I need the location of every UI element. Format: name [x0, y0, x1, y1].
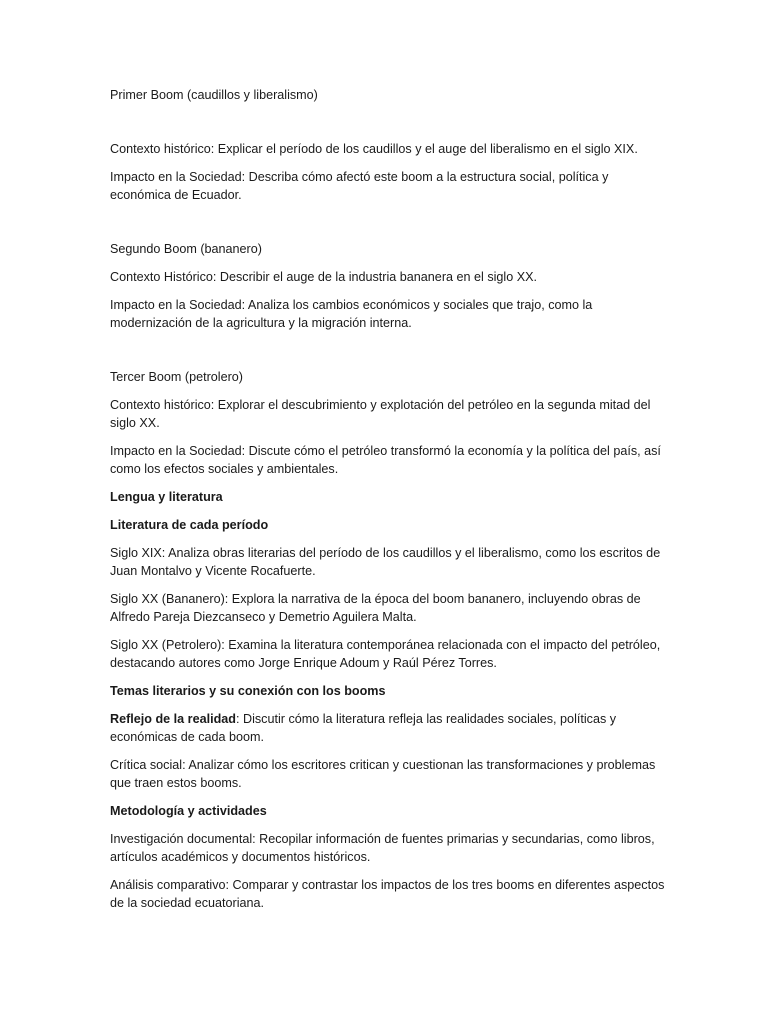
segundo-boom-title: Segundo Boom (bananero) [110, 242, 262, 256]
reflejo-text: : Discutir cómo la literatura refleja las realidades sociales, políticas y económicas de cada boom. [110, 712, 617, 744]
metodologia-item: Investigación documental: Recopilar información de fuentes primarias y secundarias, como libros, artículos académicos y documentos históricos. [110, 832, 655, 864]
primer-boom-contexto: Contexto histórico: Explicar el período de los caudillos y el auge del liberalismo en el siglo XIX. [110, 142, 638, 156]
tercer-boom-contexto: Contexto histórico: Explorar el descubrimiento y explotación del petróleo en la segunda mitad del siglo XX. [110, 398, 651, 430]
primer-boom-title: Primer Boom (caudillos y liberalismo) [110, 88, 318, 102]
tercer-boom-impacto: Impacto en la Sociedad: Discute cómo el petróleo transformó la economía y la política del país, así como los efectos sociales y ambientales. [110, 444, 661, 476]
segundo-boom-contexto: Contexto Histórico: Describir el auge de la industria bananera en el siglo XX. [110, 270, 538, 284]
literatura-subheading: Literatura de cada período [110, 518, 269, 532]
segundo-boom-impacto: Impacto en la Sociedad: Analiza los cambios económicos y sociales que trajo, como la modernización de la agricultura y la migración interna. [110, 298, 593, 330]
reflejo-label: Reflejo de la realidad [110, 712, 236, 726]
primer-boom-impacto: Impacto en la Sociedad: Describa cómo afectó este boom a la estructura social, política y económica de Ecuador. [110, 170, 609, 202]
tercer-boom-title: Tercer Boom (petrolero) [110, 370, 243, 384]
temas-heading: Temas literarios y su conexión con los booms [110, 684, 386, 698]
reflejo-paragraph [110, 710, 665, 746]
metodologia-item: Análisis comparativo: Comparar y contrastar los impactos de los tres booms en diferentes aspectos de la sociedad ecuatoriana. [110, 878, 665, 910]
literatura-item: Siglo XX (Petrolero): Examina la literatura contemporánea relacionada con el impacto del petróleo, destacando autores como Jorge Enrique Adoum y Raúl Pérez Torres. [110, 638, 661, 670]
document-page [110, 86, 665, 912]
metodologia-heading: Metodología y actividades [110, 804, 267, 818]
literatura-item: Siglo XX (Bananero): Explora la narrativa de la época del boom bananero, incluyendo obras de Alfredo Pareja Diezcanseco y Demetrio Aguilera Malta. [110, 592, 641, 624]
literatura-item: Siglo XIX: Analiza obras literarias del período de los caudillos y el liberalismo, como los escritos de Juan Montalvo y Vicente Rocafuerte. [110, 546, 661, 578]
lengua-heading: Lengua y literatura [110, 490, 223, 504]
critica-paragraph: Crítica social: Analizar cómo los escritores critican y cuestionan las transformaciones y problemas que traen estos booms. [110, 758, 656, 790]
